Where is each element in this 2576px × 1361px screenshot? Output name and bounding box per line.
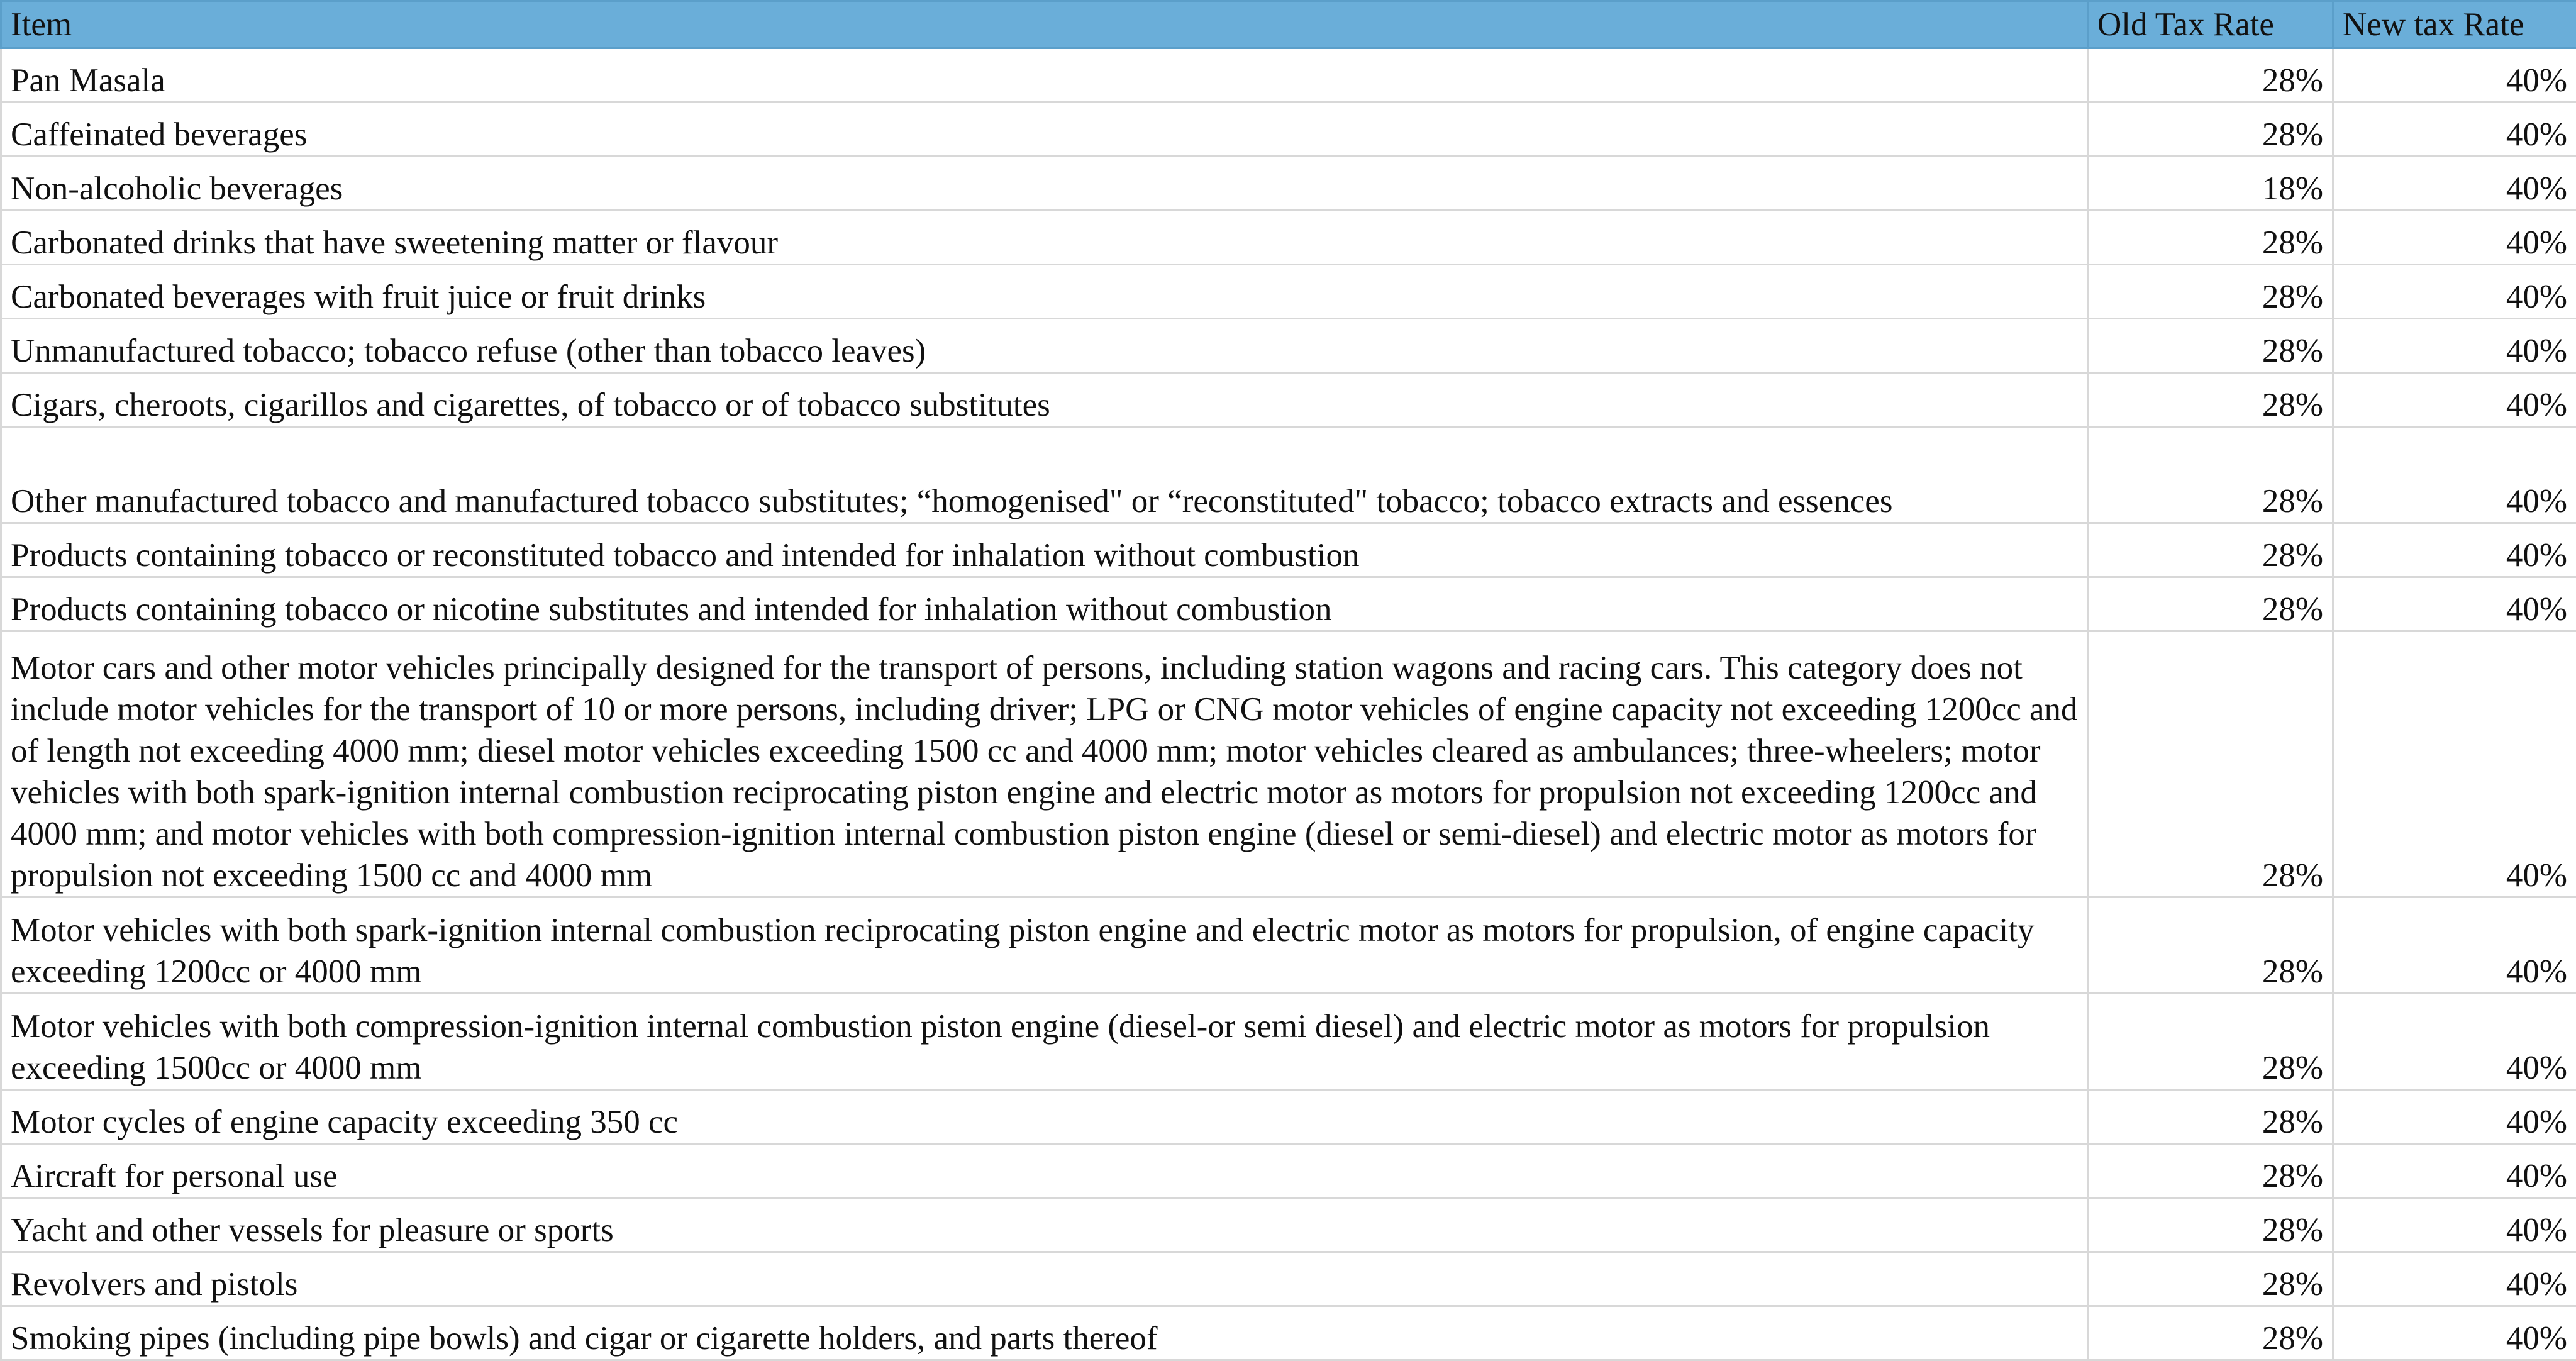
old-rate-cell[interactable]: 28% [2088,577,2333,631]
table-row [1,631,2576,897]
item-cell[interactable]: Caffeinated beverages [1,103,2088,157]
item-cell[interactable]: Products containing tobacco or nicotine substitutes and intended for inhalation without combustion [1,577,2088,631]
item-cell[interactable]: Motor cycles of engine capacity exceeding 350 cc [1,1090,2088,1144]
old-rate-cell[interactable]: 28% [2088,1144,2333,1198]
item-cell[interactable]: Cigars, cheroots, cigarillos and cigarettes, of tobacco or of tobacco substitutes [1,373,2088,427]
new-rate-cell[interactable]: 40% [2333,103,2576,157]
table-row [1,1306,2576,1360]
item-cell[interactable]: Smoking pipes (including pipe bowls) and cigar or cigarette holders, and parts thereof [1,1306,2088,1360]
table-row [1,994,2576,1090]
old-rate-cell[interactable]: 28% [2088,373,2333,427]
old-rate-cell[interactable]: 28% [2088,1198,2333,1252]
old-rate-cell[interactable]: 28% [2088,427,2333,523]
table-row [1,265,2576,319]
new-rate-cell[interactable]: 40% [2333,265,2576,319]
header-row [1,1,2576,48]
table-row [1,211,2576,265]
old-rate-cell[interactable]: 28% [2088,48,2333,103]
new-rate-cell[interactable]: 40% [2333,1144,2576,1198]
old-rate-cell[interactable]: 28% [2088,1306,2333,1360]
item-cell[interactable]: Aircraft for personal use [1,1144,2088,1198]
table-row [1,1198,2576,1252]
new-rate-cell[interactable]: 40% [2333,157,2576,211]
new-rate-cell[interactable]: 40% [2333,523,2576,577]
item-cell[interactable]: Other manufactured tobacco and manufactured tobacco substitutes; “homogenised" or “reconstituted" tobacco; tobacco extracts and essences [1,427,2088,523]
new-rate-cell[interactable]: 40% [2333,427,2576,523]
item-cell[interactable]: Motor cars and other motor vehicles principally designed for the transport of persons, including station wagons and racing cars. This category does not include motor vehicles for the transport of 10 or more persons, including driver; LPG or CNG motor vehicles of engine capacity not exceeding 1200cc and of length not exceeding 4000 mm; diesel motor vehicles exceeding 1500 cc and 4000 mm; motor vehicles cleared as ambulances; three-wheelers; motor vehicles with both spark-ignition internal combustion reciprocating piston engine and electric motor as motors for propulsion not exceeding 1200cc and 4000 mm; and motor vehicles with both compression-ignition internal combustion piston engine (diesel or semi-diesel) and electric motor as motors for propulsion not exceeding 1500 cc and 4000 mm [1,631,2088,897]
item-cell[interactable]: Motor vehicles with both compression-ignition internal combustion piston engine (diesel-or semi diesel) and electric motor as motors for propulsion exceeding 1500cc or 4000 mm [1,994,2088,1090]
item-cell[interactable]: Yacht and other vessels for pleasure or sports [1,1198,2088,1252]
new-rate-cell[interactable]: 40% [2333,1306,2576,1360]
table-row [1,48,2576,103]
table-row [1,523,2576,577]
table-row [1,1252,2576,1306]
new-rate-cell[interactable]: 40% [2333,319,2576,373]
item-cell[interactable]: Carbonated drinks that have sweetening matter or flavour [1,211,2088,265]
old-rate-cell[interactable]: 28% [2088,994,2333,1090]
table-row [1,373,2576,427]
item-cell[interactable]: Non-alcoholic beverages [1,157,2088,211]
new-rate-cell[interactable]: 40% [2333,1090,2576,1144]
new-rate-cell[interactable]: 40% [2333,1198,2576,1252]
old-rate-cell[interactable]: 28% [2088,211,2333,265]
table-row [1,1090,2576,1144]
new-rate-cell[interactable]: 40% [2333,577,2576,631]
old-rate-cell[interactable]: 28% [2088,1252,2333,1306]
old-rate-cell[interactable]: 28% [2088,1090,2333,1144]
old-rate-cell[interactable]: 28% [2088,897,2333,994]
new-rate-cell[interactable]: 40% [2333,897,2576,994]
item-cell[interactable]: Products containing tobacco or reconstituted tobacco and intended for inhalation without combustion [1,523,2088,577]
table-body [1,48,2576,1360]
item-cell[interactable]: Revolvers and pistols [1,1252,2088,1306]
new-rate-cell[interactable]: 40% [2333,994,2576,1090]
table-row [1,157,2576,211]
new-rate-cell[interactable]: 40% [2333,373,2576,427]
header-new-tax-rate[interactable]: New tax Rate [2333,1,2576,48]
item-cell[interactable]: Pan Masala [1,48,2088,103]
old-rate-cell[interactable]: 28% [2088,265,2333,319]
table-row [1,577,2576,631]
header-item[interactable]: Item [1,1,2088,48]
item-cell[interactable]: Carbonated beverages with fruit juice or fruit drinks [1,265,2088,319]
table-row [1,1144,2576,1198]
new-rate-cell[interactable]: 40% [2333,1252,2576,1306]
old-rate-cell[interactable]: 28% [2088,631,2333,897]
item-cell[interactable]: Motor vehicles with both spark-ignition internal combustion reciprocating piston engine and electric motor as motors for propulsion, of engine capacity exceeding 1200cc or 4000 mm [1,897,2088,994]
table-row [1,103,2576,157]
new-rate-cell[interactable]: 40% [2333,631,2576,897]
new-rate-cell[interactable]: 40% [2333,48,2576,103]
old-rate-cell[interactable]: 28% [2088,319,2333,373]
item-cell[interactable]: Unmanufactured tobacco; tobacco refuse (other than tobacco leaves) [1,319,2088,373]
table-row [1,427,2576,523]
new-rate-cell[interactable]: 40% [2333,211,2576,265]
old-rate-cell[interactable]: 28% [2088,523,2333,577]
table-row [1,319,2576,373]
table-header [1,1,2576,48]
old-rate-cell[interactable]: 28% [2088,103,2333,157]
old-rate-cell[interactable]: 18% [2088,157,2333,211]
table-row [1,897,2576,994]
header-old-tax-rate[interactable]: Old Tax Rate [2088,1,2333,48]
